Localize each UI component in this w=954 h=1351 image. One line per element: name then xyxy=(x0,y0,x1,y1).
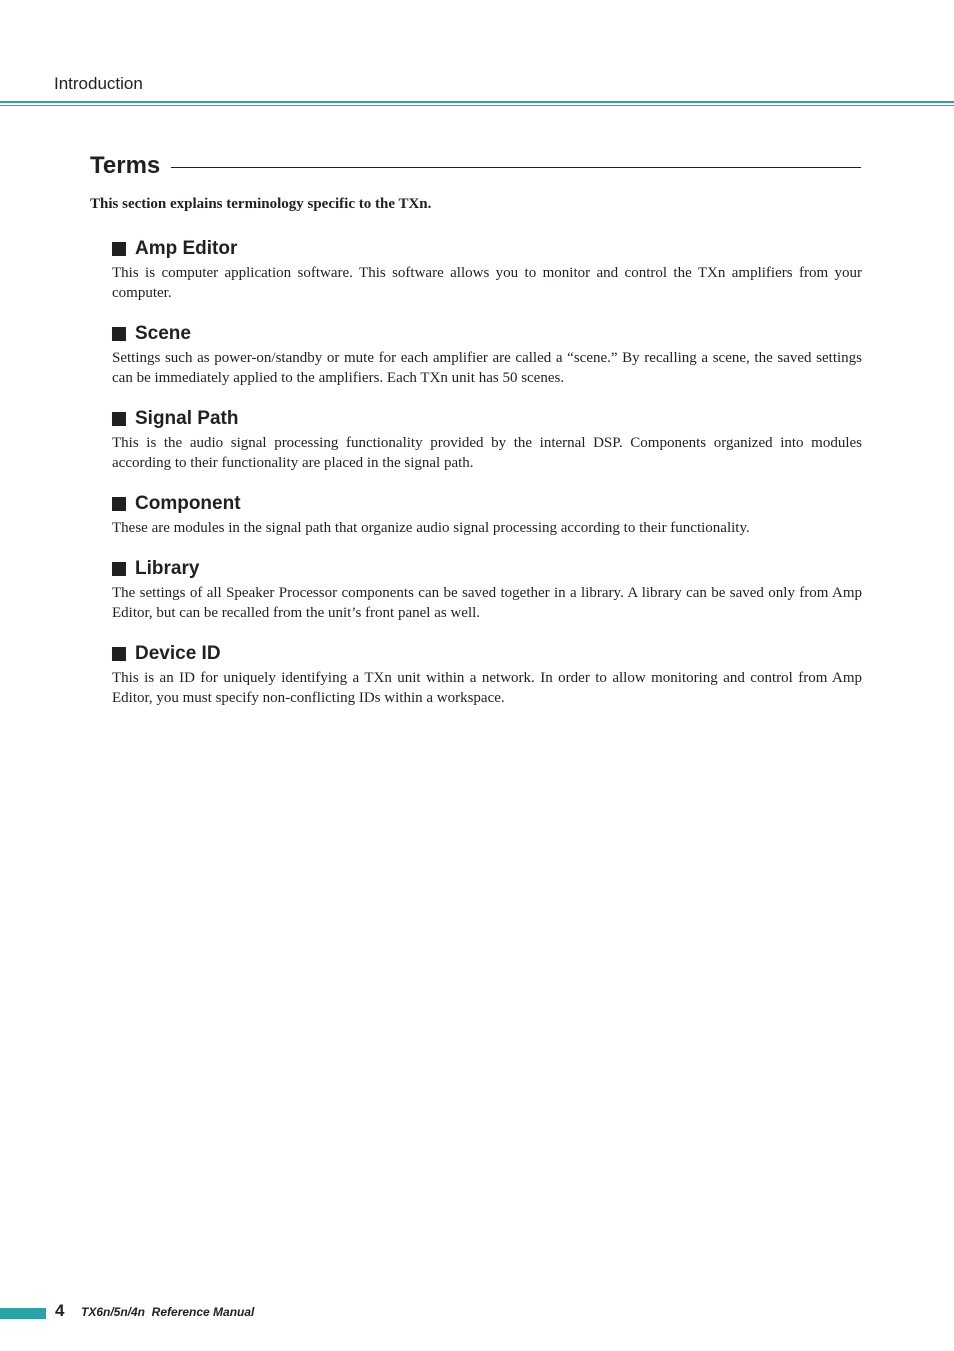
term-name: Scene xyxy=(135,323,191,344)
term-scene xyxy=(112,321,862,388)
term-name: Device ID xyxy=(135,643,221,664)
black-square-icon xyxy=(112,412,126,426)
header-divider xyxy=(0,101,954,107)
term-library xyxy=(112,556,862,623)
black-square-icon xyxy=(112,327,126,341)
black-square-icon xyxy=(112,497,126,511)
header-divider-thin xyxy=(0,105,954,106)
term-description: The settings of all Speaker Processor components can be saved together in a library. A library can be saved only from Amp Editor, but can be recalled from the unit’s front panel as well. xyxy=(112,585,862,621)
term-name: Amp Editor xyxy=(135,238,238,259)
black-square-icon xyxy=(112,242,126,256)
term-heading xyxy=(112,236,862,262)
term-amp-editor xyxy=(112,236,862,303)
term-description: These are modules in the signal path that organize audio signal processing according to their functionality. xyxy=(112,520,750,536)
title-rule xyxy=(171,167,861,168)
page-number: 4 xyxy=(55,1301,65,1320)
term-component xyxy=(112,491,862,538)
term-heading xyxy=(112,491,862,517)
header-section-label: Introduction xyxy=(54,74,143,93)
manual-title: TX6n/5n/4n Reference Manual xyxy=(81,1305,255,1319)
term-description: This is the audio signal processing functionality provided by the internal DSP. Components organized into modules according to their functionality are placed in the signal path. xyxy=(112,435,862,471)
intro-text: This section explains terminology specific to the TXn. xyxy=(90,196,432,212)
term-name: Library xyxy=(135,558,200,579)
footer-accent-bar xyxy=(0,1308,46,1319)
black-square-icon xyxy=(112,562,126,576)
section-title-row xyxy=(90,150,861,182)
term-description: Settings such as power-on/standby or mute for each amplifier are called a “scene.” By recalling a scene, the saved settings can be immediately applied to the amplifiers. Each TXn unit has 50 scenes. xyxy=(112,350,862,386)
term-name: Signal Path xyxy=(135,408,239,429)
term-name: Component xyxy=(135,493,241,514)
term-signal-path xyxy=(112,406,862,473)
page-title: Terms xyxy=(90,152,161,179)
term-heading xyxy=(112,556,862,582)
term-description: This is an ID for uniquely identifying a TXn unit within a network. In order to allow monitoring and control from Amp Editor, you must specify non-conflicting IDs within a workspace. xyxy=(112,670,862,706)
term-heading xyxy=(112,641,862,667)
term-device-id xyxy=(112,641,862,708)
term-description: This is computer application software. This software allows you to monitor and control the TXn amplifiers from your computer. xyxy=(112,265,862,301)
term-heading xyxy=(112,406,862,432)
terms-list xyxy=(112,236,862,726)
term-heading xyxy=(112,321,862,347)
black-square-icon xyxy=(112,647,126,661)
header-divider-thick xyxy=(0,101,954,103)
